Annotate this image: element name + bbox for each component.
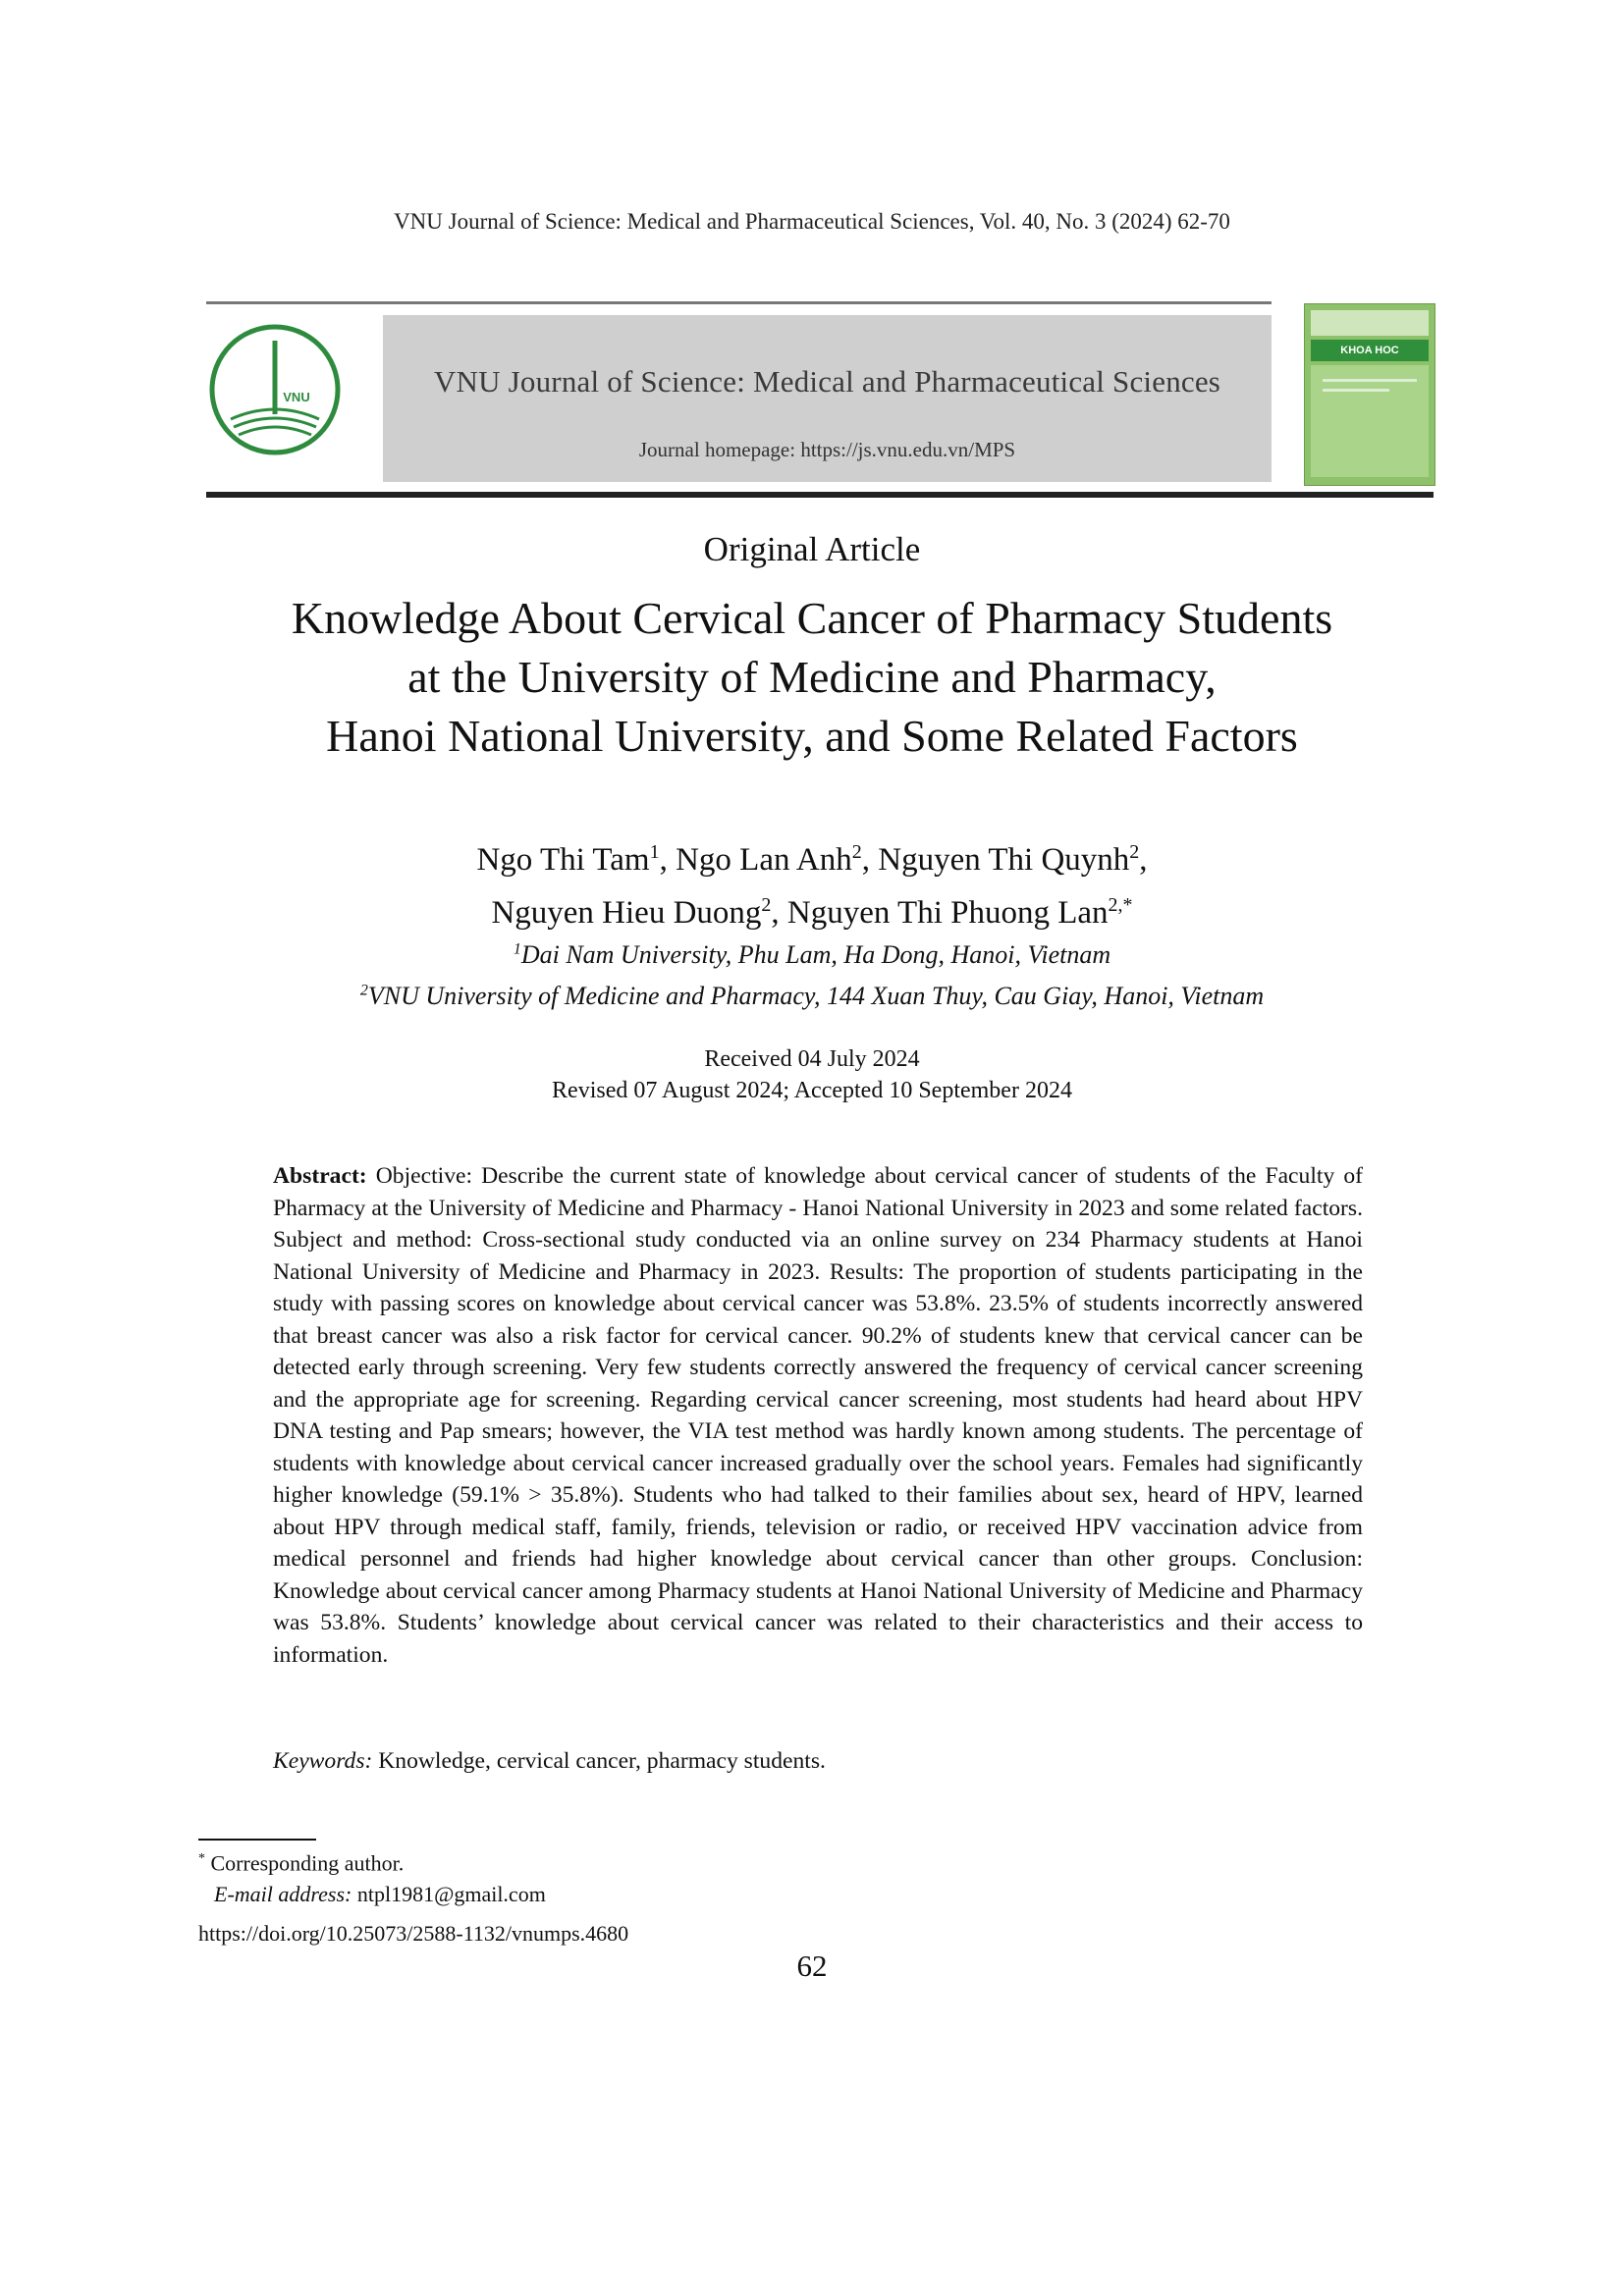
vnu-logo <box>206 321 344 458</box>
cover-body <box>1311 365 1429 477</box>
article-type: Original Article <box>703 530 921 568</box>
author-affil-marker: 2 <box>851 841 862 863</box>
footnote-rule <box>198 1839 316 1841</box>
cover-line <box>1323 379 1417 382</box>
email-label: E-mail address: <box>214 1882 352 1907</box>
journal-cover-thumbnail <box>1304 303 1435 486</box>
author-affil-marker: 2 <box>1129 841 1140 863</box>
cover-title: KHOA HOC <box>1311 340 1429 361</box>
banner-bottom-rule <box>206 492 1434 498</box>
author-line: Nguyen Hieu Duong$^2$, Nguyen Thi Phuong Lan$^{2,*}$ <box>491 894 1133 931</box>
corresponding-author-note: * Corresponding author. <box>198 1850 405 1876</box>
email-line <box>198 1879 546 1910</box>
abstract <box>273 1160 1363 1671</box>
title-line: Hanoi National University, and Some Related Factors <box>326 711 1298 761</box>
author-affil-marker: 2,* <box>1108 894 1133 916</box>
banner-homepage: Journal homepage: https://js.vnu.edu.vn/MPS <box>638 438 1016 461</box>
banner-top-rule <box>206 301 1272 304</box>
journal-banner <box>206 299 1434 501</box>
abstract-label: Abstract: <box>273 1163 367 1189</box>
page-number: 62 <box>796 1949 828 1983</box>
revised-accepted-date: Revised 07 August 2024; Accepted 10 September 2024 <box>552 1078 1072 1103</box>
author-name: Nguyen Thi Phuong Lan <box>786 895 1109 931</box>
title-line: Knowledge About Cervical Cancer of Pharmacy Students <box>291 593 1333 643</box>
abstract-text: Objective: Describe the current state of knowledge about cervical cancer of students of the Faculty of Pharmacy at the University of Medicine and Pharmacy - Hanoi National University in 2023 and some related factors. Subject and method: Cross-sectional study conducted via an online survey on 234 Pharmacy students at Hanoi National University of Medicine and Pharmacy in 2023. Results: The proportion of students participating in the study with passing scores on knowledge about cervical cancer was 53.8%. 23.5% of students incorrectly answered that breast cancer was also a risk factor for cervical cancer. 90.2% of students knew that cervical cancer can be detected early through screening. Very few students correctly answered the frequency of cervical cancer screening and the appropriate age for screening. Regarding cervical cancer screening, most students had heard about HPV DNA testing and Pap smears; however, the VIA test method was hardly known among students. The percentage of students with knowledge about cervical cancer increased gradually over the school years. Females had significantly higher knowledge (59.1% > 35.8%). Students who had talked to their families about sex, heard of HPV, learned about HPV through medical staff, family, friends, television or radio, or received HPV vaccination advice from medical personnel and friends had higher knowledge about cervical cancer than other groups. Conclusion: Knowledge about cervical cancer among Pharmacy students at Hanoi National University of Medicine and Pharmacy was 53.8%. Students’ knowledge about cervical cancer was related to their characteristics and their access to information. <box>273 1163 1363 1668</box>
banner-title-block <box>383 315 1272 482</box>
title-line: at the University of Medicine and Pharmacy, <box>407 652 1217 702</box>
running-head: VNU Journal of Science: Medical and Pharmaceutical Sciences, Vol. 40, No. 3 (2024) 62-70 <box>394 209 1230 234</box>
logo-text: VNU <box>283 390 310 404</box>
author-name: Ngo Lan Anh <box>676 842 852 878</box>
author-name: Ngo Thi Tam <box>476 842 650 878</box>
affiliation: $^1$Dai Nam University, Phu Lam, Ha Dong, Hanoi, Vietnam <box>513 940 1111 969</box>
article-dates <box>147 1043 1477 1106</box>
article-title <box>147 589 1477 766</box>
doi-link[interactable]: https://doi.org/10.25073/2588-1132/vnumps.4680 <box>198 1921 629 1946</box>
author-list <box>147 829 1477 935</box>
author-name: Nguyen Hieu Duong <box>491 895 762 931</box>
email-address[interactable]: ntpl1981@gmail.com <box>356 1882 546 1907</box>
received-date: Received 04 July 2024 <box>704 1046 920 1072</box>
keywords-text: Knowledge, cervical cancer, pharmacy students. <box>378 1748 826 1774</box>
author-affil-marker: 1 <box>649 841 660 863</box>
cover-header <box>1311 310 1429 336</box>
keywords-label: Keywords: <box>273 1748 373 1774</box>
keywords <box>273 1745 1363 1777</box>
author-line: Ngo Thi Tam$^1$, Ngo Lan Anh$^2$, Nguyen Thi Quynh$^2$, <box>476 841 1148 878</box>
banner-journal-name: VNU Journal of Science: Medical and Pharmaceutical Sciences <box>433 364 1221 399</box>
cover-line <box>1323 389 1389 392</box>
affiliation: $^2$VNU University of Medicine and Pharmacy, 144 Xuan Thuy, Cau Giay, Hanoi, Vietnam <box>359 982 1265 1010</box>
author-name: Nguyen Thi Quynh <box>878 842 1130 878</box>
footnote <box>198 1843 546 1910</box>
author-affil-marker: 2 <box>761 894 772 916</box>
